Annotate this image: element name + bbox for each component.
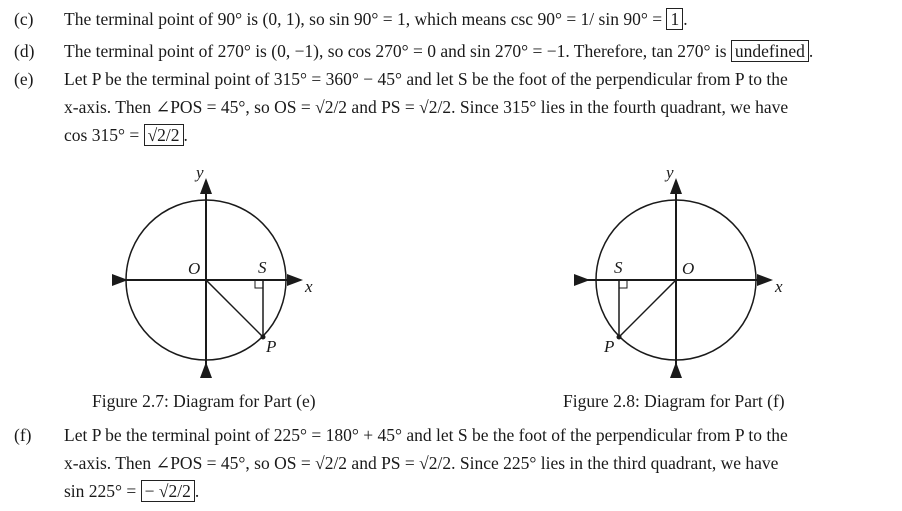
label-y: y	[666, 163, 674, 182]
label-p: P	[604, 337, 615, 356]
item-label: (c)	[14, 9, 34, 29]
right-angle-mark	[255, 280, 263, 288]
item-line-2: x-axis. Then ∠POS = 45°, so OS = √2/2 and PS = √2/2. Since 225° lies in the third quadrant, we have	[64, 453, 779, 473]
answer-box: √2/2	[144, 124, 184, 146]
label-x: x	[775, 277, 783, 296]
label-o: O	[188, 259, 201, 278]
item-label: (e)	[14, 69, 34, 89]
item-line-1: Let P be the terminal point of 315° = 360° − 45° and let S be the foot of the perpendicular from P to the	[64, 69, 788, 89]
line-prefix: sin 225° =	[64, 481, 137, 501]
answer-box: − √2/2	[141, 480, 195, 502]
label-p: P	[266, 337, 277, 356]
point-p	[261, 335, 266, 340]
label-x: x	[305, 277, 313, 296]
item-label: (f)	[14, 425, 32, 445]
item-text: The terminal point of 90° is (0, 1), so sin 90° = 1, which means csc 90° = 1/ sin 90° =	[64, 9, 663, 29]
radius-op	[619, 280, 676, 337]
figure-e-diagram	[100, 160, 330, 385]
answer-box: undefined	[731, 40, 809, 62]
answer-box: 1	[666, 8, 683, 30]
item-line-3	[64, 480, 199, 502]
radius-op	[206, 280, 263, 337]
point-p	[617, 335, 622, 340]
label-o: O	[682, 259, 695, 278]
period: .	[683, 9, 688, 29]
figure-e-caption: Figure 2.7: Diagram for Part (e)	[92, 391, 316, 411]
item-line-3	[64, 124, 188, 146]
item-text: The terminal point of 270° is (0, −1), so cos 270° = 0 and sin 270° = −1. Therefore, tan 270° is	[64, 41, 727, 61]
label-s: S	[258, 258, 267, 277]
period: .	[183, 125, 188, 145]
item-text-group	[64, 40, 813, 62]
item-text-group	[64, 8, 688, 30]
label-y: y	[196, 163, 204, 182]
figure-f-diagram	[570, 160, 800, 385]
period: .	[808, 41, 814, 61]
period: .	[194, 481, 200, 501]
item-line-2: x-axis. Then ∠POS = 45°, so OS = √2/2 and PS = √2/2. Since 315° lies in the fourth quadrant, we have	[64, 97, 789, 117]
label-s: S	[614, 258, 623, 277]
line-prefix: cos 315° =	[64, 125, 140, 145]
figure-f-caption: Figure 2.8: Diagram for Part (f)	[563, 391, 785, 411]
right-angle-mark	[619, 280, 627, 288]
item-line-1: Let P be the terminal point of 225° = 180° + 45° and let S be the foot of the perpendicular from P to the	[64, 425, 788, 445]
item-label: (d)	[14, 41, 35, 61]
